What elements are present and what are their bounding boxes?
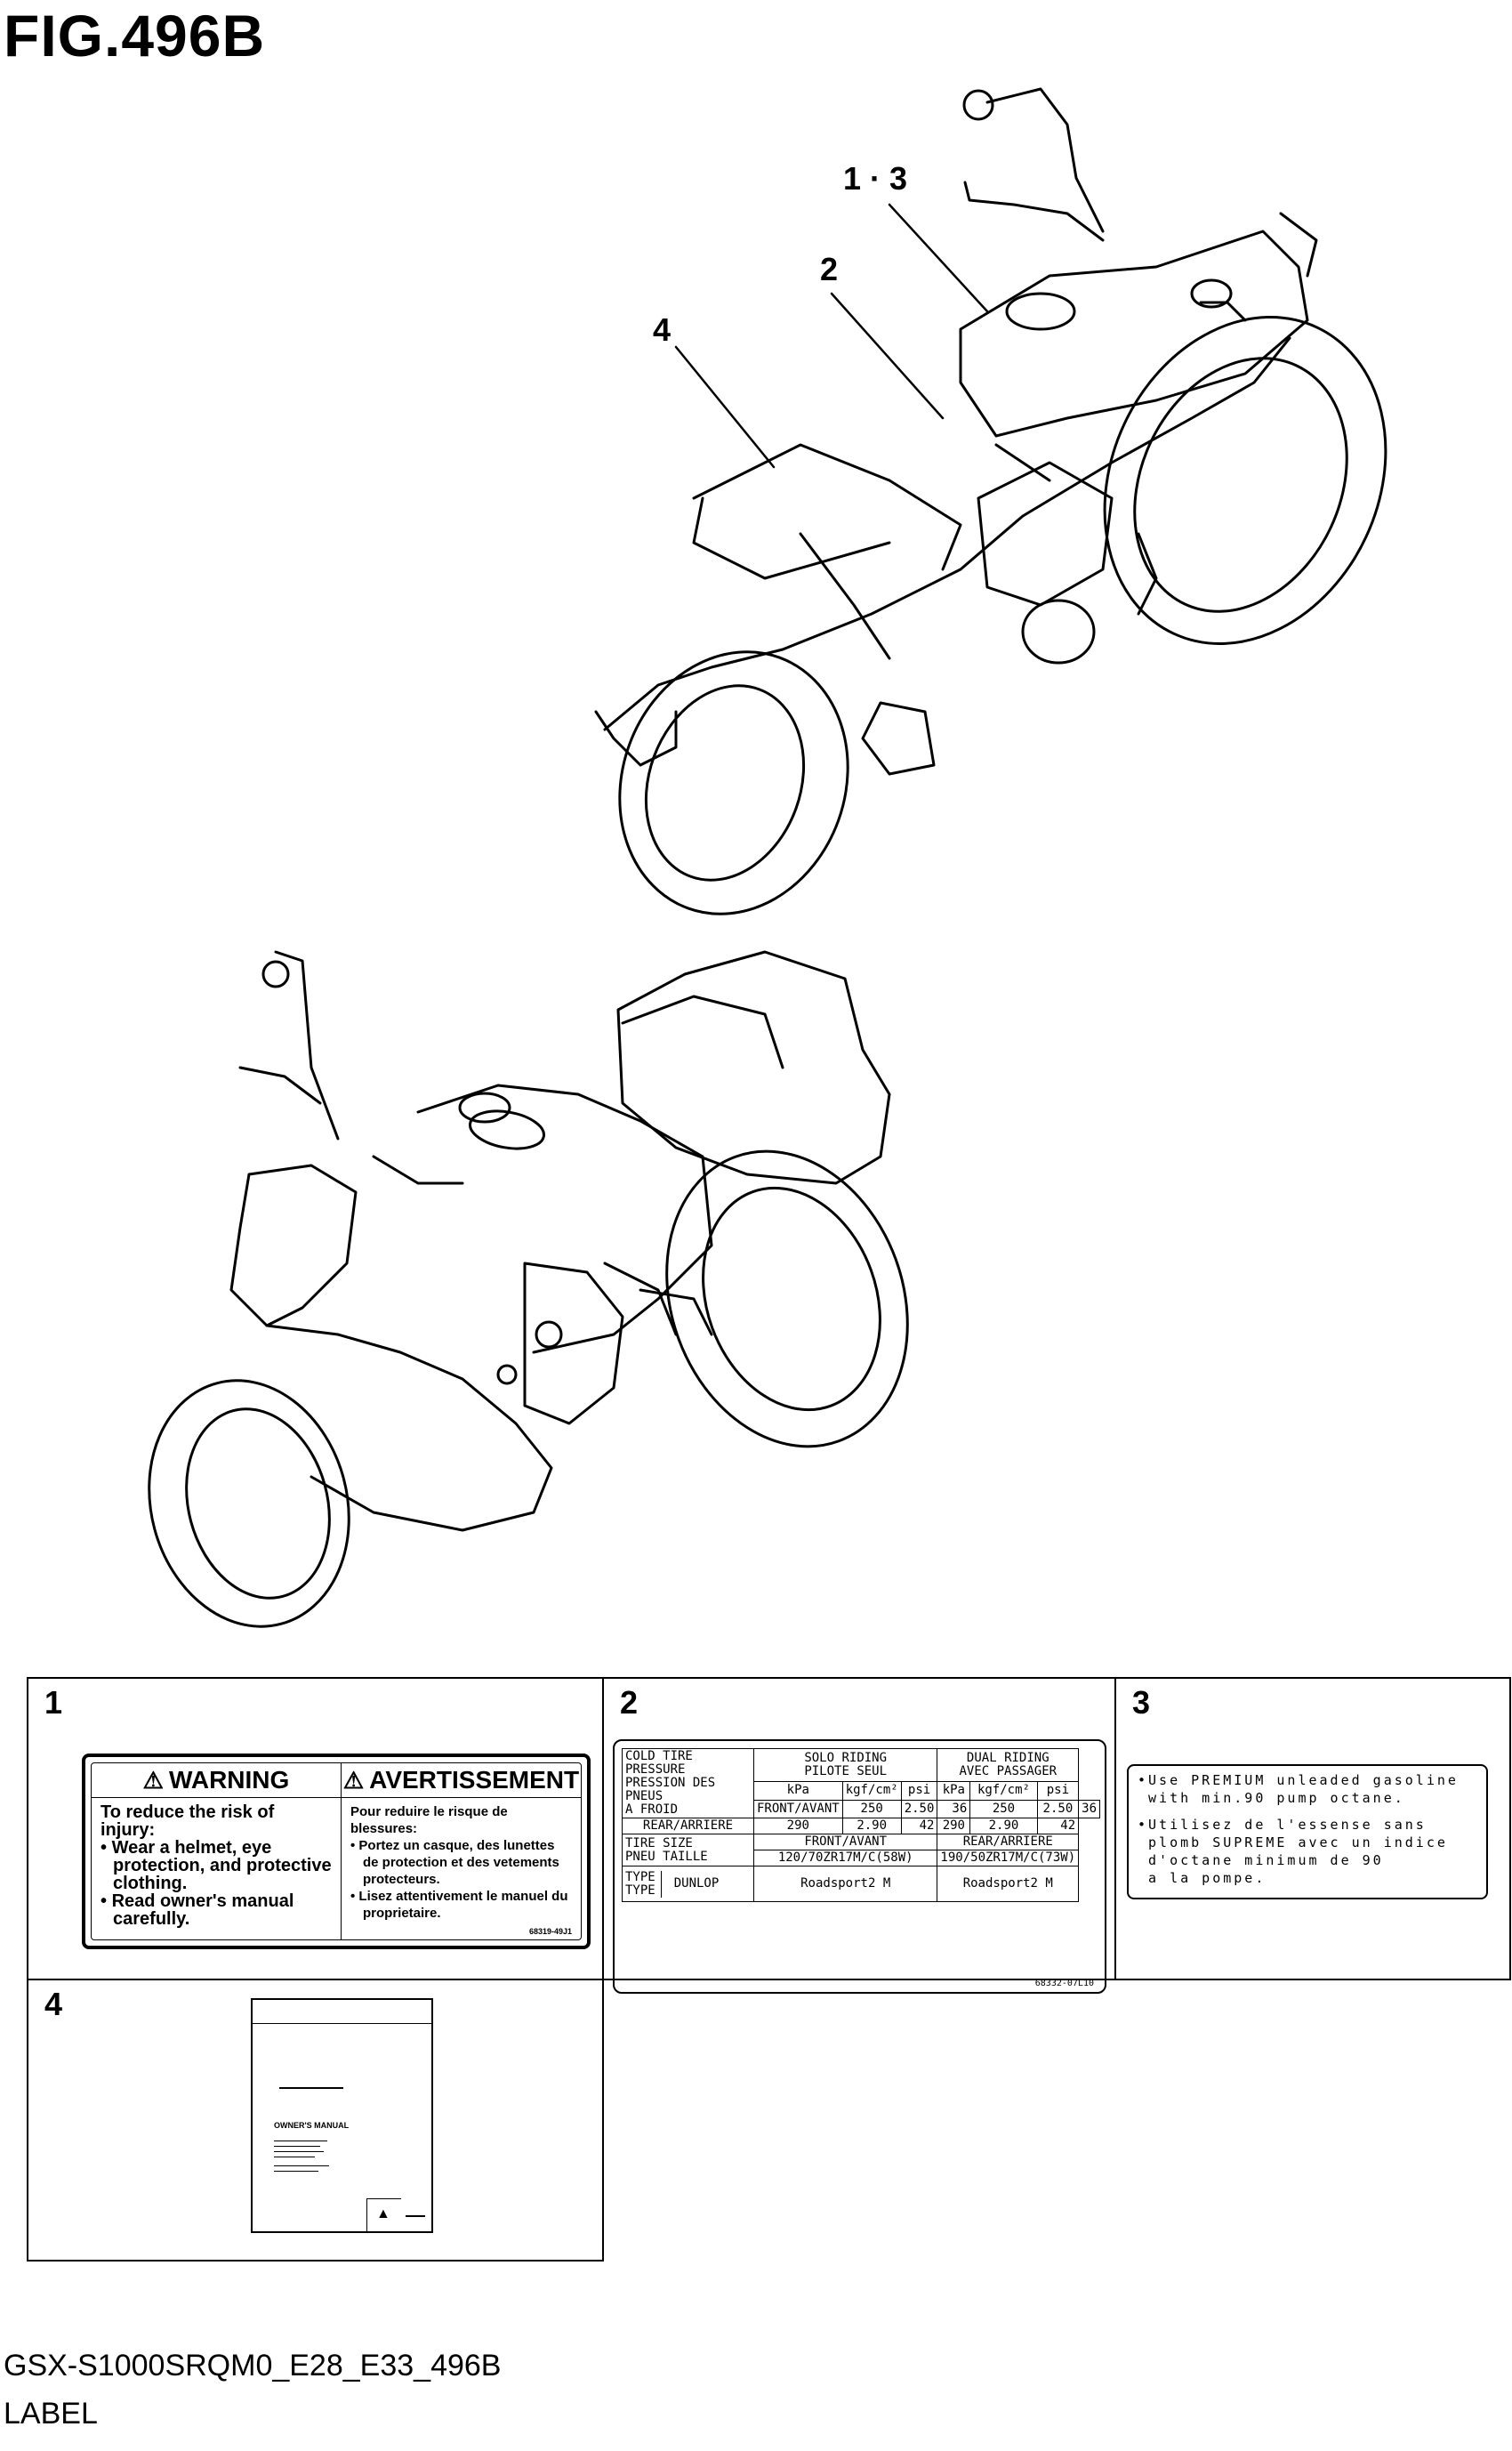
fuel-label [1127,1764,1488,1899]
size-rear-value: 190/50ZR17M/C(73W) [937,1850,1079,1866]
pressure-value: 42 [901,1818,937,1834]
fuel-text-line: •Use PREMIUM unleaded gasoline [1138,1772,1459,1788]
panel-number: 2 [620,1684,639,1721]
pressure-value: 250 [842,1800,901,1818]
panel-4 [27,1979,604,2262]
tire-brand: DUNLOP [673,1876,720,1891]
warning-english-column [92,1763,342,1939]
pressure-value: 290 [937,1818,970,1834]
warning-intro: To reduce the risk of injury: [101,1802,275,1840]
warning-label [82,1754,591,1949]
pressure-value: 250 [970,1800,1037,1818]
callout-4: 4 [653,311,672,348]
fuel-text-line: a la pompe. [1138,1870,1267,1886]
unit-kgf: kgf/cm² [842,1782,901,1800]
fuel-text-line: •Utilisez de l'essense sans [1138,1817,1427,1833]
fuel-text-line: d'octane minimum de 90 [1138,1852,1384,1868]
reader-icon: ▲ [376,2206,390,2221]
fr-item: • Portez un casque, des lunettes de protection et des vetements protecteurs. [350,1838,559,1887]
part-code: 68332-07L10 [1034,1979,1094,1988]
pressure-value: 290 [753,1818,842,1834]
warning-triangle-icon: ⚠ [142,1766,164,1794]
dual-riding-header: DUAL RIDING AVEC PASSAGER [937,1749,1079,1782]
manual-icon-box [366,2198,401,2231]
type-cell: TYPE TYPE DUNLOP [623,1866,754,1902]
panel-number: 1 [44,1684,63,1721]
rear-row-label: REAR/ARRIERE [623,1818,754,1834]
front-row-label: FRONT/AVANT [753,1800,842,1818]
model-front: Roadsport2 M [753,1866,937,1902]
caption: LABEL [4,2397,98,2431]
tire-size-header: TIRE SIZE PNEU TAILLE [623,1834,754,1866]
fuel-text-line: plomb SUPREME avec un indice [1138,1834,1448,1850]
manual-title: OWNER'S MANUAL [274,2121,350,2130]
panel-number: 4 [44,1986,63,2022]
size-rear-header: REAR/ARRIERE [937,1834,1079,1850]
callout-1-3: 1 · 3 [843,160,908,197]
panel-number: 3 [1132,1684,1151,1721]
owners-manual-illustration [251,1998,433,2233]
unit-psi: psi [901,1782,937,1800]
fuel-text-line: with min.90 pump octane. [1138,1790,1405,1806]
warning-french-column [342,1763,581,1939]
solo-riding-header: SOLO RIDING PILOTE SEUL [753,1749,937,1782]
size-front-header: FRONT/AVANT [753,1834,937,1850]
warning-triangle-icon: ⚠ [342,1766,365,1794]
pressure-value: 2.50 [901,1800,937,1818]
panel-3 [1114,1677,1511,1980]
warning-heading: ⚠ WARNING [92,1763,341,1798]
pressure-value: 2.90 [842,1818,901,1834]
pressure-value: 42 [1037,1818,1079,1834]
model-code: GSX-S1000SRQM0_E28_E33_496B [4,2349,502,2382]
unit-psi: psi [1037,1782,1079,1800]
pressure-value: 2.90 [970,1818,1037,1834]
tire-pressure-label [613,1739,1106,1994]
warning-item: • Read owner's manual carefully. [101,1891,294,1929]
size-front-value: 120/70ZR17M/C(58W) [753,1850,937,1866]
motorcycle-front-view [123,952,948,1649]
callout-2: 2 [820,251,839,287]
pressure-value: 36 [1079,1800,1100,1818]
figure-title: FIG.496B [4,3,266,69]
fuel-text-line [1138,1807,1477,1816]
panel-1 [27,1677,604,1980]
unit-kgf: kgf/cm² [970,1782,1037,1800]
part-code: 68319-49J1 [528,1927,572,1936]
pressure-header-cell: COLD TIRE PRESSURE PRESSION DES PNEUS A FROID [623,1749,754,1818]
panel-2 [602,1677,1116,1988]
pressure-value: 36 [937,1800,970,1818]
unit-kpa: kPa [753,1782,842,1800]
fr-item: • Lisez attentivement le manuel du proprietaire. [350,1889,568,1921]
fr-intro: Pour reduire le risque de blessures: [350,1804,508,1836]
model-rear: Roadsport2 M [937,1866,1079,1902]
motorcycle-rear-view [583,89,1437,947]
avertissement-heading: ⚠ AVERTISSEMENT [342,1763,581,1798]
pressure-value: 2.50 [1037,1800,1079,1818]
tire-pressure-table [622,1748,1100,1902]
warning-item: • Wear a helmet, eye protection, and protective clothing. [101,1838,332,1893]
unit-kpa: kPa [937,1782,970,1800]
